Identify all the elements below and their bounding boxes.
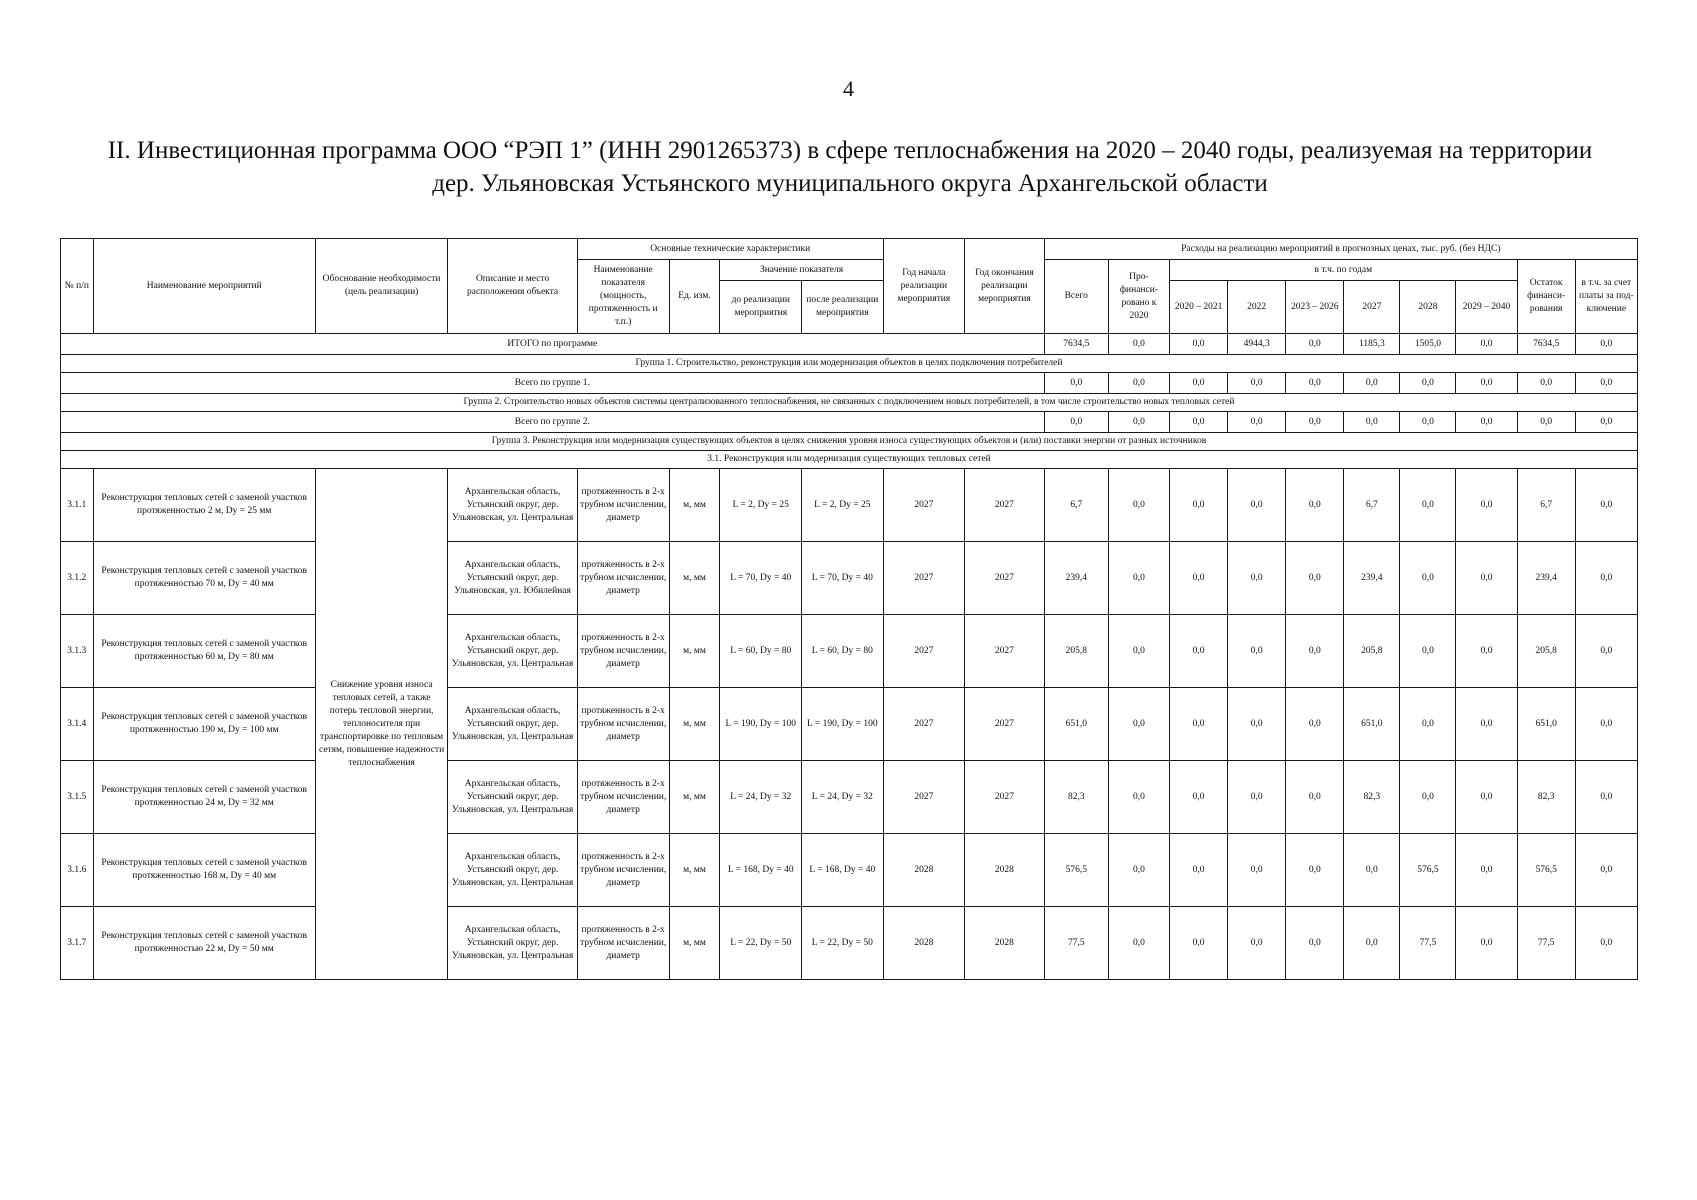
row-num: 3.1.6 <box>61 834 94 907</box>
table-row <box>61 761 1638 834</box>
row-cost-value: 0,0 <box>1400 688 1456 761</box>
group-2-value: 0,0 <box>1170 412 1228 433</box>
itogo-value: 0,0 <box>1286 334 1344 355</box>
row-cost-value: 0,0 <box>1170 834 1228 907</box>
row-cost-value: 0,0 <box>1286 688 1344 761</box>
row-cost-value: 0,0 <box>1456 761 1517 834</box>
header-year-2020-2021: 2020 – 2021 <box>1170 281 1228 334</box>
document-title <box>90 134 1610 200</box>
header-reason: Обоснование необходимости (цель реализации) <box>315 239 448 334</box>
row-after: L = 60, Dу = 80 <box>802 615 884 688</box>
row-cost-value: 0,0 <box>1286 615 1344 688</box>
row-cost-value: 0,0 <box>1456 688 1517 761</box>
row-before: L = 24, Dу = 32 <box>720 761 802 834</box>
row-num: 3.1.7 <box>61 907 94 980</box>
row-cost-value: 576,5 <box>1044 834 1108 907</box>
row-cost-value: 0,0 <box>1108 615 1169 688</box>
group-1-value: 0,0 <box>1108 373 1169 394</box>
row-location: Архангельская область, Устьянский округ, дер. Ульяновская, ул. Центральная <box>448 761 577 834</box>
row-before: L = 190, Dу = 100 <box>720 688 802 761</box>
row-indicator: протяженность в 2-х трубном исчислении, диаметр <box>577 907 669 980</box>
row-year-start: 2027 <box>883 469 965 542</box>
row-num: 3.1.4 <box>61 688 94 761</box>
row-cost-value: 0,0 <box>1286 834 1344 907</box>
row-cost-value: 0,0 <box>1170 688 1228 761</box>
header-indicator-name: Наименование показателя (мощность, протяженность и т.п.) <box>577 260 669 334</box>
itogo-value: 4944,3 <box>1228 334 1286 355</box>
row-name: Реконструкция тепловых сетей с заменой участков протяженностью 2 м, Dу = 25 мм <box>93 469 315 542</box>
row-cost-value: 0,0 <box>1575 542 1637 615</box>
row-year-end: 2027 <box>965 761 1045 834</box>
row-cost-value: 0,0 <box>1344 834 1400 907</box>
header-tech: Основные технические характеристики <box>577 239 883 260</box>
row-cost-value: 0,0 <box>1170 615 1228 688</box>
table-row <box>61 469 1638 542</box>
row-cost-value: 6,7 <box>1044 469 1108 542</box>
row-unit: м, мм <box>669 469 720 542</box>
group-2-value: 0,0 <box>1108 412 1169 433</box>
row-cost-value: 0,0 <box>1456 469 1517 542</box>
group-2-value: 0,0 <box>1575 412 1637 433</box>
row-cost-value: 82,3 <box>1517 761 1575 834</box>
row-num: 3.1.3 <box>61 615 94 688</box>
row-location: Архангельская область, Устьянский округ, дер. Ульяновская, ул. Центральная <box>448 834 577 907</box>
row-cost-value: 0,0 <box>1108 542 1169 615</box>
row-cost-value: 77,5 <box>1400 907 1456 980</box>
header-total: Всего <box>1044 260 1108 334</box>
row-cost-value: 0,0 <box>1575 469 1637 542</box>
row-cost-value: 0,0 <box>1286 542 1344 615</box>
row-name: Реконструкция тепловых сетей с заменой участков протяженностью 70 м, Dу = 40 мм <box>93 542 315 615</box>
header-financed: Про- финанси- ровано к 2020 <box>1108 260 1169 334</box>
row-unit: м, мм <box>669 688 720 761</box>
header-year-start: Год начала реализации мероприятия <box>883 239 965 334</box>
row-location: Архангельская область, Устьянский округ, дер. Ульяновская, ул. Центральная <box>448 615 577 688</box>
row-cost-value: 0,0 <box>1400 615 1456 688</box>
row-cost-value: 0,0 <box>1228 469 1286 542</box>
row-num: 3.1.5 <box>61 761 94 834</box>
row-indicator: протяженность в 2-х трубном исчислении, диаметр <box>577 761 669 834</box>
group-1-value: 0,0 <box>1286 373 1344 394</box>
row-unit: м, мм <box>669 542 720 615</box>
row-cost-value: 6,7 <box>1517 469 1575 542</box>
group-2-value: 0,0 <box>1456 412 1517 433</box>
row-cost-value: 0,0 <box>1108 761 1169 834</box>
row-indicator: протяженность в 2-х трубном исчислении, диаметр <box>577 834 669 907</box>
header-year-2027: 2027 <box>1344 281 1400 334</box>
row-num: 3.1.1 <box>61 469 94 542</box>
investment-table <box>60 238 1638 980</box>
row-cost-value: 0,0 <box>1575 615 1637 688</box>
row-cost-value: 0,0 <box>1228 688 1286 761</box>
group-1-label: Группа 1. Строительство, реконструкция или модернизация объектов в целях подключения потребителей <box>61 355 1638 373</box>
header-costs: Расходы на реализацию мероприятий в прогнозных ценах, тыс. руб. (без НДС) <box>1044 239 1637 260</box>
row-before: L = 22, Dу = 50 <box>720 907 802 980</box>
row-cost-value: 0,0 <box>1108 688 1169 761</box>
row-year-start: 2028 <box>883 907 965 980</box>
row-unit: м, мм <box>669 834 720 907</box>
row-cost-value: 239,4 <box>1344 542 1400 615</box>
row-cost-value: 0,0 <box>1108 907 1169 980</box>
row-location: Архангельская область, Устьянский округ, дер. Ульяновская, ул. Центральная <box>448 688 577 761</box>
group-2-value: 0,0 <box>1228 412 1286 433</box>
row-cost-value: 0,0 <box>1286 761 1344 834</box>
row-cost-value: 82,3 <box>1344 761 1400 834</box>
header-value: Значение показателя <box>720 260 883 281</box>
header-before: до реализации мероприятия <box>720 281 802 334</box>
row-indicator: протяженность в 2-х трубном исчислении, диаметр <box>577 615 669 688</box>
row-cost-value: 77,5 <box>1044 907 1108 980</box>
row-year-end: 2027 <box>965 688 1045 761</box>
row-cost-value: 0,0 <box>1286 469 1344 542</box>
row-after: L = 24, Dу = 32 <box>802 761 884 834</box>
row-cost-value: 0,0 <box>1170 907 1228 980</box>
row-cost-value: 0,0 <box>1228 907 1286 980</box>
row-cost-value: 0,0 <box>1575 688 1637 761</box>
row-name: Реконструкция тепловых сетей с заменой участков протяженностью 60 м, Dу = 80 мм <box>93 615 315 688</box>
row-cost-value: 651,0 <box>1044 688 1108 761</box>
row-after: L = 190, Dу = 100 <box>802 688 884 761</box>
group-1-value: 0,0 <box>1228 373 1286 394</box>
row-cost-value: 0,0 <box>1228 542 1286 615</box>
row-cost-value: 205,8 <box>1044 615 1108 688</box>
itogo-value: 0,0 <box>1456 334 1517 355</box>
header-by-years: в т.ч. по годам <box>1170 260 1518 281</box>
group-3-label: Группа 3. Реконструкция или модернизация существующих объектов в целях снижения уровня износа существующих объектов и (или) поставки энергии от разных источников <box>61 433 1638 451</box>
row-reason: Снижение уровня износа тепловых сетей, а также потерь тепловой энергии, теплоносителя при транспортировке по тепловым сетям, повышение надежности теплоснабжения <box>315 469 448 980</box>
title-line-2: дер. Ульяновская Устьянского муниципального округа Архангельской области <box>432 170 1268 197</box>
row-cost-value: 0,0 <box>1108 834 1169 907</box>
itogo-row <box>61 334 1638 355</box>
itogo-value: 7634,5 <box>1517 334 1575 355</box>
row-indicator: протяженность в 2-х трубном исчислении, диаметр <box>577 542 669 615</box>
row-cost-value: 0,0 <box>1400 542 1456 615</box>
row-year-end: 2027 <box>965 469 1045 542</box>
row-year-end: 2028 <box>965 834 1045 907</box>
row-before: L = 2, Dу = 25 <box>720 469 802 542</box>
row-name: Реконструкция тепловых сетей с заменой участков протяженностью 190 м, Dу = 100 мм <box>93 688 315 761</box>
row-cost-value: 0,0 <box>1344 907 1400 980</box>
row-after: L = 70, Dу = 40 <box>802 542 884 615</box>
itogo-value: 0,0 <box>1108 334 1169 355</box>
row-cost-value: 0,0 <box>1286 907 1344 980</box>
group-1-value: 0,0 <box>1400 373 1456 394</box>
row-before: L = 168, Dу = 40 <box>720 834 802 907</box>
row-cost-value: 0,0 <box>1228 761 1286 834</box>
group-1-total-row <box>61 373 1638 394</box>
row-cost-value: 77,5 <box>1517 907 1575 980</box>
row-after: L = 22, Dу = 50 <box>802 907 884 980</box>
row-cost-value: 205,8 <box>1344 615 1400 688</box>
table-row <box>61 907 1638 980</box>
group-1-value: 0,0 <box>1575 373 1637 394</box>
group-2-label: Группа 2. Строительство новых объектов системы централизованного теплоснабжения, не связанных с подключением новых потребителей, в том числе строительство новых тепловых сетей <box>61 394 1638 412</box>
row-cost-value: 0,0 <box>1170 542 1228 615</box>
row-num: 3.1.2 <box>61 542 94 615</box>
header-year-2028: 2028 <box>1400 281 1456 334</box>
row-before: L = 70, Dу = 40 <box>720 542 802 615</box>
row-cost-value: 651,0 <box>1344 688 1400 761</box>
itogo-value: 1505,0 <box>1400 334 1456 355</box>
header-location: Описание и место расположения объекта <box>448 239 577 334</box>
row-year-start: 2027 <box>883 761 965 834</box>
row-before: L = 60, Dу = 80 <box>720 615 802 688</box>
row-location: Архангельская область, Устьянский округ, дер. Ульяновская, ул. Юбилейная <box>448 542 577 615</box>
table-row <box>61 688 1638 761</box>
row-year-start: 2027 <box>883 615 965 688</box>
group-2-value: 0,0 <box>1286 412 1344 433</box>
row-year-end: 2028 <box>965 907 1045 980</box>
group-1-value: 0,0 <box>1517 373 1575 394</box>
header-remainder: Остаток финанси- рования <box>1517 260 1575 334</box>
group-2-value: 0,0 <box>1344 412 1400 433</box>
row-unit: м, мм <box>669 761 720 834</box>
row-unit: м, мм <box>669 615 720 688</box>
row-after: L = 168, Dу = 40 <box>802 834 884 907</box>
row-cost-value: 0,0 <box>1108 469 1169 542</box>
group-2-value: 0,0 <box>1517 412 1575 433</box>
table-row <box>61 615 1638 688</box>
row-cost-value: 0,0 <box>1170 469 1228 542</box>
header-year-2023-2026: 2023 – 2026 <box>1286 281 1344 334</box>
row-name: Реконструкция тепловых сетей с заменой участков протяженностью 24 м, Dу = 32 мм <box>93 761 315 834</box>
row-cost-value: 576,5 <box>1400 834 1456 907</box>
group-1-total-label: Всего по группе 1. <box>61 373 1045 394</box>
row-cost-value: 0,0 <box>1575 907 1637 980</box>
row-cost-value: 651,0 <box>1517 688 1575 761</box>
header-name: Наименование мероприятий <box>93 239 315 334</box>
row-cost-value: 239,4 <box>1517 542 1575 615</box>
row-cost-value: 205,8 <box>1517 615 1575 688</box>
row-cost-value: 239,4 <box>1044 542 1108 615</box>
row-cost-value: 0,0 <box>1575 761 1637 834</box>
row-year-start: 2027 <box>883 542 965 615</box>
table-row <box>61 542 1638 615</box>
row-indicator: протяженность в 2-х трубном исчислении, диаметр <box>577 688 669 761</box>
row-year-end: 2027 <box>965 542 1045 615</box>
group-2-total-row <box>61 412 1638 433</box>
title-line-1: II. Инвестиционная программа ООО “РЭП 1” (ИНН 2901265373) в сфере теплоснабжения на 2020 – 2040 годы, реализуемая на территории <box>107 137 1593 164</box>
row-cost-value: 0,0 <box>1456 542 1517 615</box>
page-number: 4 <box>843 76 854 101</box>
itogo-value: 0,0 <box>1170 334 1228 355</box>
row-after: L = 2, Dу = 25 <box>802 469 884 542</box>
itogo-value: 1185,3 <box>1344 334 1400 355</box>
header-year-2022: 2022 <box>1228 281 1286 334</box>
row-cost-value: 0,0 <box>1400 761 1456 834</box>
row-cost-value: 0,0 <box>1456 834 1517 907</box>
itogo-value: 7634,5 <box>1044 334 1108 355</box>
row-cost-value: 0,0 <box>1400 469 1456 542</box>
row-cost-value: 0,0 <box>1456 907 1517 980</box>
itogo-value: 0,0 <box>1575 334 1637 355</box>
row-indicator: протяженность в 2-х трубном исчислении, диаметр <box>577 469 669 542</box>
row-year-end: 2027 <box>965 615 1045 688</box>
row-name: Реконструкция тепловых сетей с заменой участков протяженностью 168 м, Dу = 40 мм <box>93 834 315 907</box>
row-cost-value: 0,0 <box>1228 834 1286 907</box>
row-cost-value: 82,3 <box>1044 761 1108 834</box>
itogo-label: ИТОГО по программе <box>61 334 1045 355</box>
row-year-start: 2028 <box>883 834 965 907</box>
subgroup-3-1-label: 3.1. Реконструкция или модернизация существующих тепловых сетей <box>61 451 1638 469</box>
header-year-2029-2040: 2029 – 2040 <box>1456 281 1517 334</box>
group-2-value: 0,0 <box>1400 412 1456 433</box>
header-connection: в т.ч. за счет платы за под- ключение <box>1575 260 1637 334</box>
header-after: после реализации мероприятия <box>802 281 884 334</box>
row-location: Архангельская область, Устьянский округ, дер. Ульяновская, ул. Центральная <box>448 469 577 542</box>
row-unit: м, мм <box>669 907 720 980</box>
row-year-start: 2027 <box>883 688 965 761</box>
header-year-end: Год окончания реализации мероприятия <box>965 239 1045 334</box>
row-cost-value: 0,0 <box>1575 834 1637 907</box>
header-num: № п/п <box>61 239 94 334</box>
row-cost-value: 6,7 <box>1344 469 1400 542</box>
group-1-value: 0,0 <box>1344 373 1400 394</box>
group-2-total-label: Всего по группе 2. <box>61 412 1045 433</box>
row-cost-value: 0,0 <box>1228 615 1286 688</box>
row-cost-value: 0,0 <box>1456 615 1517 688</box>
group-1-value: 0,0 <box>1170 373 1228 394</box>
row-name: Реконструкция тепловых сетей с заменой участков протяженностью 22 м, Dу = 50 мм <box>93 907 315 980</box>
table-row <box>61 834 1638 907</box>
group-1-value: 0,0 <box>1044 373 1108 394</box>
row-cost-value: 0,0 <box>1170 761 1228 834</box>
group-2-value: 0,0 <box>1044 412 1108 433</box>
group-1-value: 0,0 <box>1456 373 1517 394</box>
row-cost-value: 576,5 <box>1517 834 1575 907</box>
row-location: Архангельская область, Устьянский округ, дер. Ульяновская, ул. Центральная <box>448 907 577 980</box>
header-unit: Ед. изм. <box>669 260 720 334</box>
